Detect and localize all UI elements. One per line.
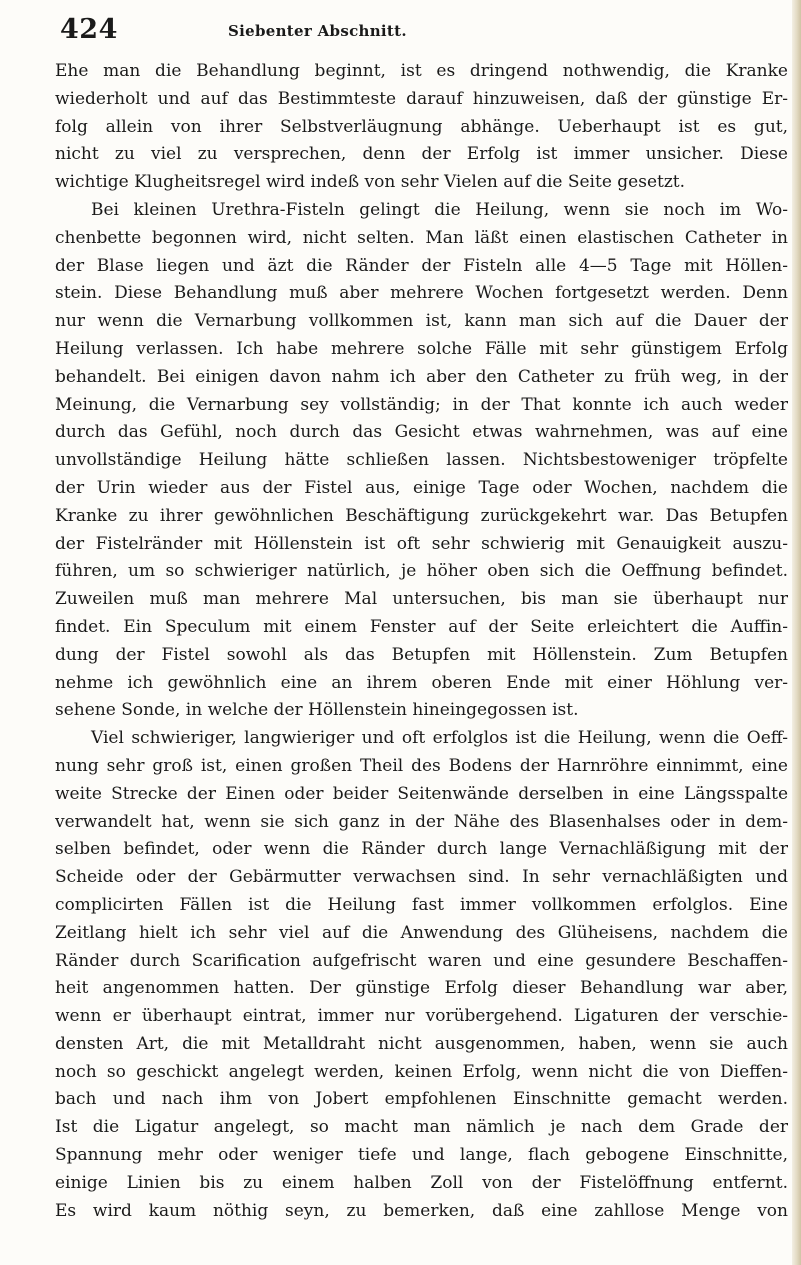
text-line: wiederholt und auf das Bestimmteste darauf hinzuweisen, daß der günstige Er- [55, 88, 788, 109]
text-line: wichtige Klugheitsregel wird indeß von sehr Vielen auf die Seite gesetzt. [55, 172, 686, 193]
text-line: nur wenn die Vernarbung vollkommen ist, kann man sich auf die Dauer der [55, 311, 788, 332]
text-line: behandelt. Bei einigen davon nahm ich aber den Catheter zu früh weg, in der [55, 366, 788, 387]
text-line: nehme ich gewöhnlich eine an ihrem oberen Ende mit einer Höhlung ver- [55, 672, 788, 693]
page-header [60, 14, 780, 54]
text-line: Heilung verlassen. Ich habe mehrere solche Fälle mit sehr günstigem Erfolg [55, 338, 788, 359]
text-line: Scheide oder der Gebärmutter verwachsen sind. In sehr vernachläßigten und [55, 867, 788, 888]
text-line: unvollständige Heilung hätte schließen lassen. Nichtsbestoweniger tröpfelte [55, 450, 788, 471]
text-line: verwandelt hat, wenn sie sich ganz in der Nähe des Blasenhalses oder in dem- [55, 811, 788, 832]
text-line: Meinung, die Vernarbung sey vollständig; in der That konnte ich auch weder [55, 394, 788, 415]
text-line: chenbette begonnen wird, nicht selten. Man läßt einen elastischen Catheter in [55, 227, 788, 248]
text-line: selben befindet, oder wenn die Ränder durch lange Vernachläßigung mit der [55, 839, 788, 860]
text-line: der Urin wieder aus der Fistel aus, einige Tage oder Wochen, nachdem die [55, 477, 788, 498]
text-line: weite Strecke der Einen oder beider Seitenwände derselben in eine Längsspalte [55, 783, 788, 804]
text-line: einige Linien bis zu einem halben Zoll von der Fistelöffnung entfernt. [55, 1172, 788, 1193]
text-line: Es wird kaum nöthig seyn, zu bemerken, daß eine zahllose Menge von [55, 1200, 788, 1221]
text-line: Ehe man die Behandlung beginnt, ist es dringend nothwendig, die Kranke [55, 61, 788, 81]
text-line: dung der Fistel sowohl als das Betupfen mit Höllenstein. Zum Betupfen [55, 644, 788, 665]
text-line: der Blase liegen und äzt die Ränder der Fisteln alle 4—5 Tage mit Höllen- [55, 255, 788, 276]
text-line: nung sehr groß ist, einen großen Theil des Bodens der Harnröhre einnimmt, eine [55, 755, 788, 776]
text-line: durch das Gefühl, noch durch das Gesicht etwas wahrnehmen, was auf eine [55, 422, 788, 443]
text-line: Ränder durch Scarification aufgefrischt waren und eine gesundere Beschaffen- [55, 950, 788, 971]
text-body [55, 58, 788, 1225]
page-number: 424 [60, 14, 118, 45]
text-line: der Fistelränder mit Höllenstein ist oft sehr schwierig mit Genauigkeit auszu- [55, 533, 788, 554]
text-line: stein. Diese Behandlung muß aber mehrere Wochen fortgesetzt werden. Denn [55, 283, 788, 304]
text-line: heit angenommen hatten. Der günstige Erfolg dieser Behandlung war aber, [55, 978, 788, 999]
text-line: noch so geschickt angelegt werden, keinen Erfolg, wenn nicht die von Dieffen- [55, 1061, 788, 1082]
text-line: wenn er überhaupt eintrat, immer nur vorübergehend. Ligaturen der verschie- [55, 1006, 788, 1027]
text-line: complicirten Fällen ist die Heilung fast immer vollkommen erfolglos. Eine [55, 894, 788, 915]
text-line: führen, um so schwieriger natürlich, je höher oben sich die Oeffnung befindet. [55, 561, 788, 582]
text-line: densten Art, die mit Metalldraht nicht ausgenommen, haben, wenn sie auch [55, 1033, 788, 1054]
text-line: Kranke zu ihrer gewöhnlichen Beschäftigung zurückgekehrt war. Das Betupfen [55, 505, 788, 526]
text-line: folg allein von ihrer Selbstverläugnung abhänge. Ueberhaupt ist es gut, [55, 116, 788, 137]
text-line: Spannung mehr oder weniger tiefe und lange, flach gebogene Einschnitte, [55, 1145, 788, 1166]
page-edge [792, 0, 801, 1265]
text-line: Zeitlang hielt ich sehr viel auf die Anwendung des Glüheisens, nachdem die [55, 922, 788, 943]
text-line: sehene Sonde, in welche der Höllenstein hineingegossen ist. [55, 700, 579, 721]
running-head: Siebenter Abschnitt. [228, 22, 407, 40]
text-line: Bei kleinen Urethra-Fisteln gelingt die Heilung, wenn sie noch im Wo- [91, 199, 788, 220]
text-line: Ist die Ligatur angelegt, so macht man nämlich je nach dem Grade der [55, 1117, 788, 1138]
text-line: Viel schwieriger, langwieriger und oft erfolglos ist die Heilung, wenn die Oeff- [91, 728, 788, 749]
text-line: bach und nach ihm von Jobert empfohlenen Einschnitte gemacht werden. [55, 1089, 788, 1110]
text-line: findet. Ein Speculum mit einem Fenster auf der Seite erleichtert die Auffin- [55, 616, 788, 637]
text-line: Zuweilen muß man mehrere Mal untersuchen, bis man sie überhaupt nur [55, 589, 788, 610]
text-line: nicht zu viel zu versprechen, denn der Erfolg ist immer unsicher. Diese [55, 144, 788, 165]
